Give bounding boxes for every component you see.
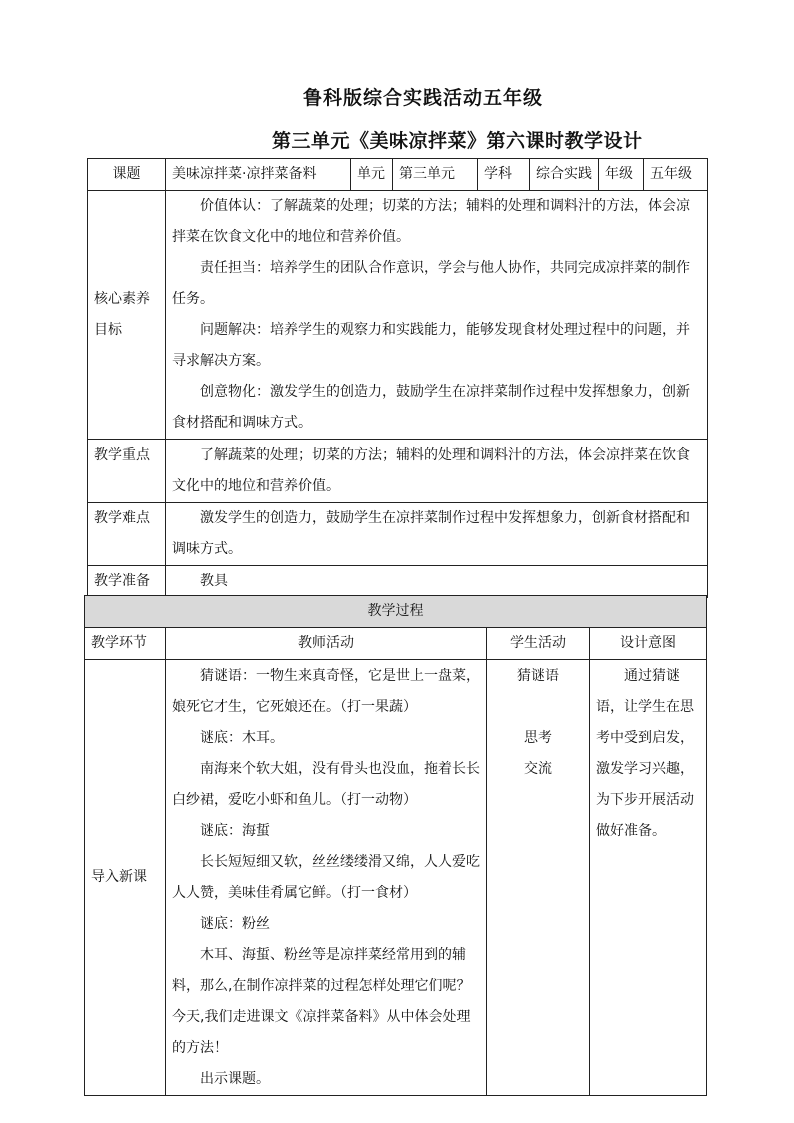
preparation-row <box>88 566 708 598</box>
process-column-row <box>85 628 707 660</box>
key-points-label: 教学重点 <box>88 440 166 503</box>
course-label: 课题 <box>88 159 166 191</box>
grade-label: 年级 <box>599 159 644 191</box>
process-header-row <box>85 596 707 628</box>
column-intent: 设计意图 <box>590 628 707 660</box>
teacher-paragraph: 长长短短细又软，丝丝缕缕滑又绵，人人爱吃人人赞，美味佳肴属它鲜。（打一食材） <box>172 854 480 901</box>
student-activity-guess: 猜谜语 <box>517 668 559 684</box>
process-row-intro <box>85 660 707 1096</box>
teaching-process-title: 教学过程 <box>85 596 707 628</box>
teacher-paragraph: 木耳、海蜇、粉丝等是凉拌菜经常用到的辅料，那么,在制作凉拌菜的过程怎样处理它们呢？今天,我们走进课文《凉拌菜备料》从中体会处理的方法！ <box>172 947 471 1056</box>
student-activity-think: 思考 <box>524 730 552 746</box>
unit-label: 单元 <box>351 159 393 191</box>
difficult-points-label: 教学难点 <box>88 503 166 566</box>
document-title: 鲁科版综合实践活动五年级 <box>302 87 543 109</box>
unit-value: 第三单元 <box>393 159 478 191</box>
grade-value: 五年级 <box>644 159 708 191</box>
key-points-content <box>166 440 708 503</box>
core-paragraph: 价值体认：了解蔬菜的处理；切菜的方法；辅料的处理和调料汁的方法，体会凉拌菜在饮食文化中的地位和营养价值。 <box>172 198 690 245</box>
teacher-paragraph: 谜底：粉丝 <box>200 916 270 932</box>
core-literacy-row <box>88 191 708 440</box>
core-paragraph: 责任担当：培养学生的团队合作意识，学会与他人协作，共同完成凉拌菜的制作任务。 <box>172 260 690 307</box>
difficult-points-row <box>88 503 708 566</box>
teacher-paragraph: 南海来个软大姐，没有骨头也没血，拖着长长白纱裙，爱吃小虾和鱼儿。（打一动物） <box>172 761 480 808</box>
teaching-process-table <box>84 595 707 1096</box>
core-literacy-label: 核心素养目标 <box>88 191 166 440</box>
preparation-text: 教具 <box>200 573 228 589</box>
lesson-info-table <box>87 158 708 598</box>
core-paragraph: 创意物化：激发学生的创造力，鼓励学生在凉拌菜制作过程中发挥想象力，创新食材搭配和调味方式。 <box>172 384 690 431</box>
student-activity <box>487 660 590 1096</box>
column-stage: 教学环节 <box>85 628 166 660</box>
preparation-label: 教学准备 <box>88 566 166 598</box>
core-literacy-content <box>166 191 708 440</box>
difficult-points-content <box>166 503 708 566</box>
subject-value: 综合实践 <box>530 159 599 191</box>
teacher-paragraph: 谜底：木耳。 <box>200 730 284 746</box>
teacher-activity <box>166 660 487 1096</box>
key-points-row <box>88 440 708 503</box>
key-points-text: 了解蔬菜的处理；切菜的方法；辅料的处理和调料汁的方法，体会凉拌菜在饮食文化中的地位和营养价值。 <box>172 447 690 494</box>
teacher-paragraph: 出示课题。 <box>200 1071 270 1087</box>
column-student: 学生活动 <box>487 628 590 660</box>
difficult-points-text: 激发学生的创造力，鼓励学生在凉拌菜制作过程中发挥想象力，创新食材搭配和调味方式。 <box>172 510 690 557</box>
core-paragraph: 问题解决：培养学生的观察力和实践能力，能够发现食材处理过程中的问题，并寻求解决方案。 <box>172 322 690 369</box>
column-teacher: 教师活动 <box>166 628 487 660</box>
preparation-content <box>166 566 708 598</box>
course-value: 美味凉拌菜·凉拌菜备料 <box>166 159 351 191</box>
lesson-subtitle: 第三单元《美味凉拌菜》第六课时教学设计 <box>272 130 643 152</box>
teacher-paragraph: 猜谜语：一物生来真奇怪，它是世上一盘菜，娘死它才生，它死娘还在。（打一果蔬） <box>172 668 480 715</box>
teacher-paragraph: 谜底：海蜇 <box>200 823 270 839</box>
course-row <box>88 159 708 191</box>
stage-intro: 导入新课 <box>85 660 166 1096</box>
subject-label: 学科 <box>478 159 530 191</box>
design-intent-text: 通过猜谜语，让学生在思考中受到启发，激发学习兴趣，为下步开展活动做好准备。 <box>596 668 694 839</box>
student-activity-discuss: 交流 <box>524 761 552 777</box>
design-intent <box>590 660 707 1096</box>
